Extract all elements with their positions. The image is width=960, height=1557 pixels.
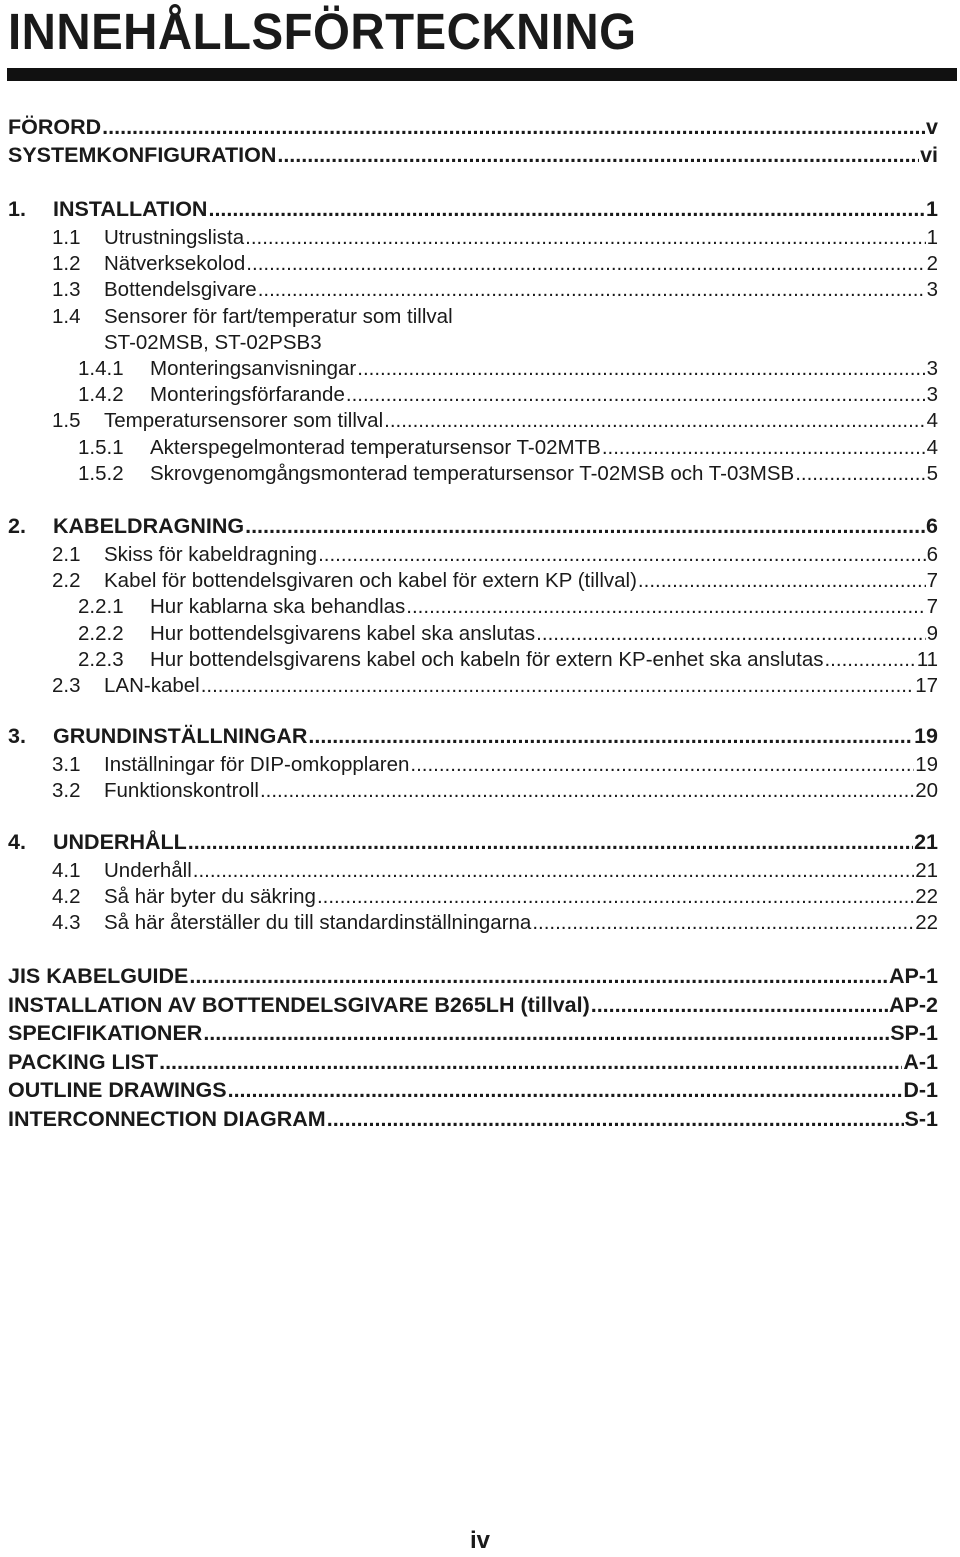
dot-leader [591, 992, 888, 1018]
toc-entry-title: KABELDRAGNING [53, 514, 245, 538]
toc-subsubsection-entry[interactable] [78, 621, 938, 647]
toc-entry-title: JIS KABELGUIDE [8, 964, 189, 988]
dot-leader [384, 408, 925, 434]
dot-leader [638, 568, 926, 594]
toc-entry-title: Akterspegelmonterad temperatursensor T-02MTB [150, 435, 601, 459]
toc-entry-page: D-1 [903, 1078, 938, 1103]
toc-appendix-entry[interactable] [8, 1049, 938, 1075]
dot-leader [245, 513, 925, 539]
dot-leader [193, 858, 914, 884]
toc-entry-title: Underhåll [104, 859, 192, 882]
toc-entry-title: Skiss för kabeldragning [104, 543, 318, 566]
toc-subsubsection-entry[interactable] [78, 461, 938, 487]
toc-entry-title: Inställningar för DIP-omkopplaren [104, 753, 410, 776]
toc-entry-title: Bottendelsgivare [104, 278, 257, 302]
toc-entry-page: 4 [926, 409, 938, 433]
dot-leader [246, 251, 925, 277]
toc-entry-number: 4.2 [52, 885, 81, 909]
dot-leader [795, 461, 925, 487]
dot-leader [277, 142, 919, 168]
toc-entry-title-continued: ST-02MSB, ST-02PSB3 [104, 330, 322, 354]
dot-leader [532, 910, 914, 936]
toc-entry-number: 3.2 [52, 779, 81, 803]
toc-entry-number: 3. [8, 724, 26, 748]
dot-leader [602, 435, 926, 461]
toc-entry-page: A-1 [903, 1049, 938, 1074]
toc-subsubsection-entry[interactable] [78, 356, 938, 382]
title-underline [7, 68, 957, 81]
toc-entry-title: INSTALLATION AV BOTTENDELSGIVARE B265LH (tillval) [8, 992, 590, 1017]
dot-leader [260, 778, 914, 804]
dot-leader [245, 225, 925, 251]
toc-subsection-entry[interactable] [52, 225, 938, 251]
dot-leader [201, 673, 914, 699]
toc-entry-number: 3.1 [52, 753, 81, 776]
toc-entry-number: 1. [8, 197, 26, 221]
toc-entry-page: 2 [926, 252, 938, 276]
toc-section-entry[interactable] [8, 196, 938, 222]
toc-entry-page: 19 [914, 724, 938, 748]
toc-subsection-entry[interactable] [52, 752, 938, 778]
toc-entry-page: 22 [915, 911, 938, 935]
toc-appendix-entry[interactable] [8, 1077, 938, 1103]
toc-subsection-entry[interactable] [52, 304, 938, 330]
toc-entry-title: Temperatursensorer som tillval [104, 409, 384, 433]
toc-entry-page: AP-1 [889, 964, 938, 988]
toc-subsection-entry[interactable] [52, 778, 938, 804]
toc-entry-title: Så här byter du säkring [104, 885, 316, 909]
toc-entry-title: Hur kablarna ska behandlas [150, 595, 406, 619]
toc-entry-number: 1.4 [52, 304, 81, 328]
toc-subsection-entry[interactable] [52, 673, 938, 699]
toc-entry-title: OUTLINE DRAWINGS [8, 1078, 227, 1103]
toc-entry-number: 1.3 [52, 278, 81, 302]
toc-entry-page: vi [920, 143, 938, 167]
dot-leader [188, 829, 913, 855]
dot-leader [228, 1077, 903, 1103]
toc-entry-title: LAN-kabel [104, 674, 200, 697]
toc-appendix-entry[interactable] [8, 963, 938, 989]
dot-leader [824, 647, 915, 673]
page-title: INNEHÅLLSFÖRTECKNING [8, 3, 637, 60]
dot-leader [346, 382, 926, 408]
toc-entry-title: Hur bottendelsgivarens kabel och kabeln för extern KP-enhet ska anslutas [150, 647, 824, 671]
dot-leader [203, 1020, 889, 1046]
dot-leader [159, 1049, 902, 1075]
toc-entry-page: 11 [916, 647, 938, 671]
toc-appendix-entry[interactable] [8, 1020, 938, 1046]
toc-entry-page: 4 [926, 435, 938, 459]
toc-subsection-entry[interactable] [52, 408, 938, 434]
toc-entry-title: SYSTEMKONFIGURATION [8, 143, 277, 167]
toc-entry-page: 20 [915, 779, 938, 803]
dot-leader [102, 114, 925, 140]
toc-entry-page: 22 [915, 885, 938, 909]
toc-entry-title: PACKING LIST [8, 1049, 159, 1074]
toc-entry-page: AP-2 [889, 992, 938, 1017]
dot-leader [308, 723, 913, 749]
toc-entry-page: 19 [915, 753, 938, 776]
dot-leader [536, 621, 925, 647]
toc-subsubsection-entry[interactable] [78, 435, 938, 461]
dot-leader [406, 594, 925, 620]
dot-leader [317, 884, 914, 910]
dot-leader [208, 196, 925, 222]
toc-entry-title: Hur bottendelsgivarens kabel ska anslutas [150, 621, 536, 645]
toc-entry-page: 1 [926, 197, 938, 221]
page-number: iv [469, 1527, 490, 1554]
toc-entry-page: v [926, 115, 938, 139]
toc-entry-number: 1.1 [52, 226, 81, 249]
toc-entry-number: 4. [8, 830, 26, 854]
toc-entry-number: 4.3 [52, 911, 81, 935]
dot-leader [189, 963, 888, 989]
toc-section-entry[interactable] [8, 513, 938, 539]
toc-entry-number: 2.2 [52, 569, 81, 593]
toc-entry-number: 2.2.2 [78, 621, 124, 645]
dot-leader [410, 752, 914, 778]
dot-leader [327, 1106, 904, 1132]
toc-subsection-entry[interactable] [52, 884, 938, 910]
toc-entry-page: SP-1 [890, 1021, 938, 1046]
toc-subsection-entry[interactable] [52, 568, 938, 594]
toc-entry-title: INSTALLATION [53, 197, 208, 221]
toc-entry-page: 3 [926, 357, 938, 380]
toc-entry-page: 3 [926, 278, 938, 302]
toc-front-entry[interactable] [8, 114, 938, 140]
toc-entry-title: INTERCONNECTION DIAGRAM [8, 1107, 326, 1131]
toc-entry-title: Nätverksekolod [104, 252, 246, 276]
toc-subsubsection-entry[interactable] [78, 594, 938, 620]
toc-entry-title: Kabel för bottendelsgivaren och kabel för extern KP (tillval) [104, 569, 637, 593]
toc-entry-title: UNDERHÅLL [53, 830, 187, 854]
toc-entry-number: 1.5.2 [78, 461, 124, 485]
toc-appendix-entry[interactable] [8, 1106, 938, 1132]
toc-entry-number: 1.4.1 [78, 357, 124, 380]
toc-entry-number: 2.2.3 [78, 647, 124, 671]
toc-entry-title: Monteringsanvisningar [150, 357, 357, 380]
toc-entry-page: 9 [926, 621, 938, 645]
toc-entry-page: 6 [926, 514, 938, 538]
toc-entry-title: Utrustningslista [104, 226, 245, 249]
toc-entry-title: Funktionskontroll [104, 779, 259, 803]
toc-subsubsection-entry[interactable] [78, 647, 938, 673]
toc-entry-title: FÖRORD [8, 115, 102, 139]
toc-subsection-entry[interactable] [52, 858, 938, 884]
toc-entry-number: 1.5.1 [78, 435, 124, 459]
toc-entry-title: Skrovgenomgångsmonterad temperatursensor T-02MSB och T-03MSB [150, 461, 795, 485]
toc-entry-number: 4.1 [52, 859, 81, 882]
toc-subsection-entry[interactable] [52, 542, 938, 568]
toc-front-entry[interactable] [8, 142, 938, 168]
toc-entry-number: 1.4.2 [78, 383, 124, 407]
toc-subsection-entry[interactable] [52, 277, 938, 303]
toc-entry-number: 1.2 [52, 252, 81, 276]
dot-leader [357, 356, 925, 382]
toc-entry-number: 2.2.1 [78, 595, 124, 619]
toc-entry-page: 7 [926, 569, 938, 593]
toc-appendix-entry[interactable] [8, 992, 938, 1018]
toc-entry-page: 21 [915, 859, 938, 882]
toc-entry-title: Monteringsförfarande [150, 383, 345, 407]
toc-subsection-entry[interactable] [52, 910, 938, 936]
toc-entry-page: 3 [926, 383, 938, 407]
toc-entry-number: 2.3 [52, 674, 81, 697]
dot-leader [258, 277, 926, 303]
toc-section-entry[interactable] [8, 829, 938, 855]
toc-entry-title: Så här återställer du till standardinställningarna [104, 911, 532, 935]
toc-subsubsection-entry[interactable] [78, 382, 938, 408]
toc-entry-number: 2. [8, 514, 26, 538]
toc-entry-page: 5 [926, 461, 938, 485]
toc-subsection-entry[interactable] [52, 251, 938, 277]
toc-entry-number: 1.5 [52, 409, 81, 433]
toc-entry-page: 6 [926, 543, 938, 566]
toc-entry-page: S-1 [904, 1107, 938, 1131]
toc-entry-page: 7 [926, 595, 938, 619]
toc-entry-number: 2.1 [52, 543, 81, 566]
toc-entry-title: GRUNDINSTÄLLNINGAR [53, 724, 308, 748]
dot-leader [318, 542, 926, 568]
toc-entry-page: 17 [915, 674, 938, 697]
toc-entry-title: Sensorer för fart/temperatur som tillval [104, 304, 453, 328]
toc-entry-page: 1 [926, 226, 938, 249]
toc-entry-title: SPECIFIKATIONER [8, 1021, 203, 1046]
toc-section-entry[interactable] [8, 723, 938, 749]
toc-entry-page: 21 [914, 830, 938, 854]
